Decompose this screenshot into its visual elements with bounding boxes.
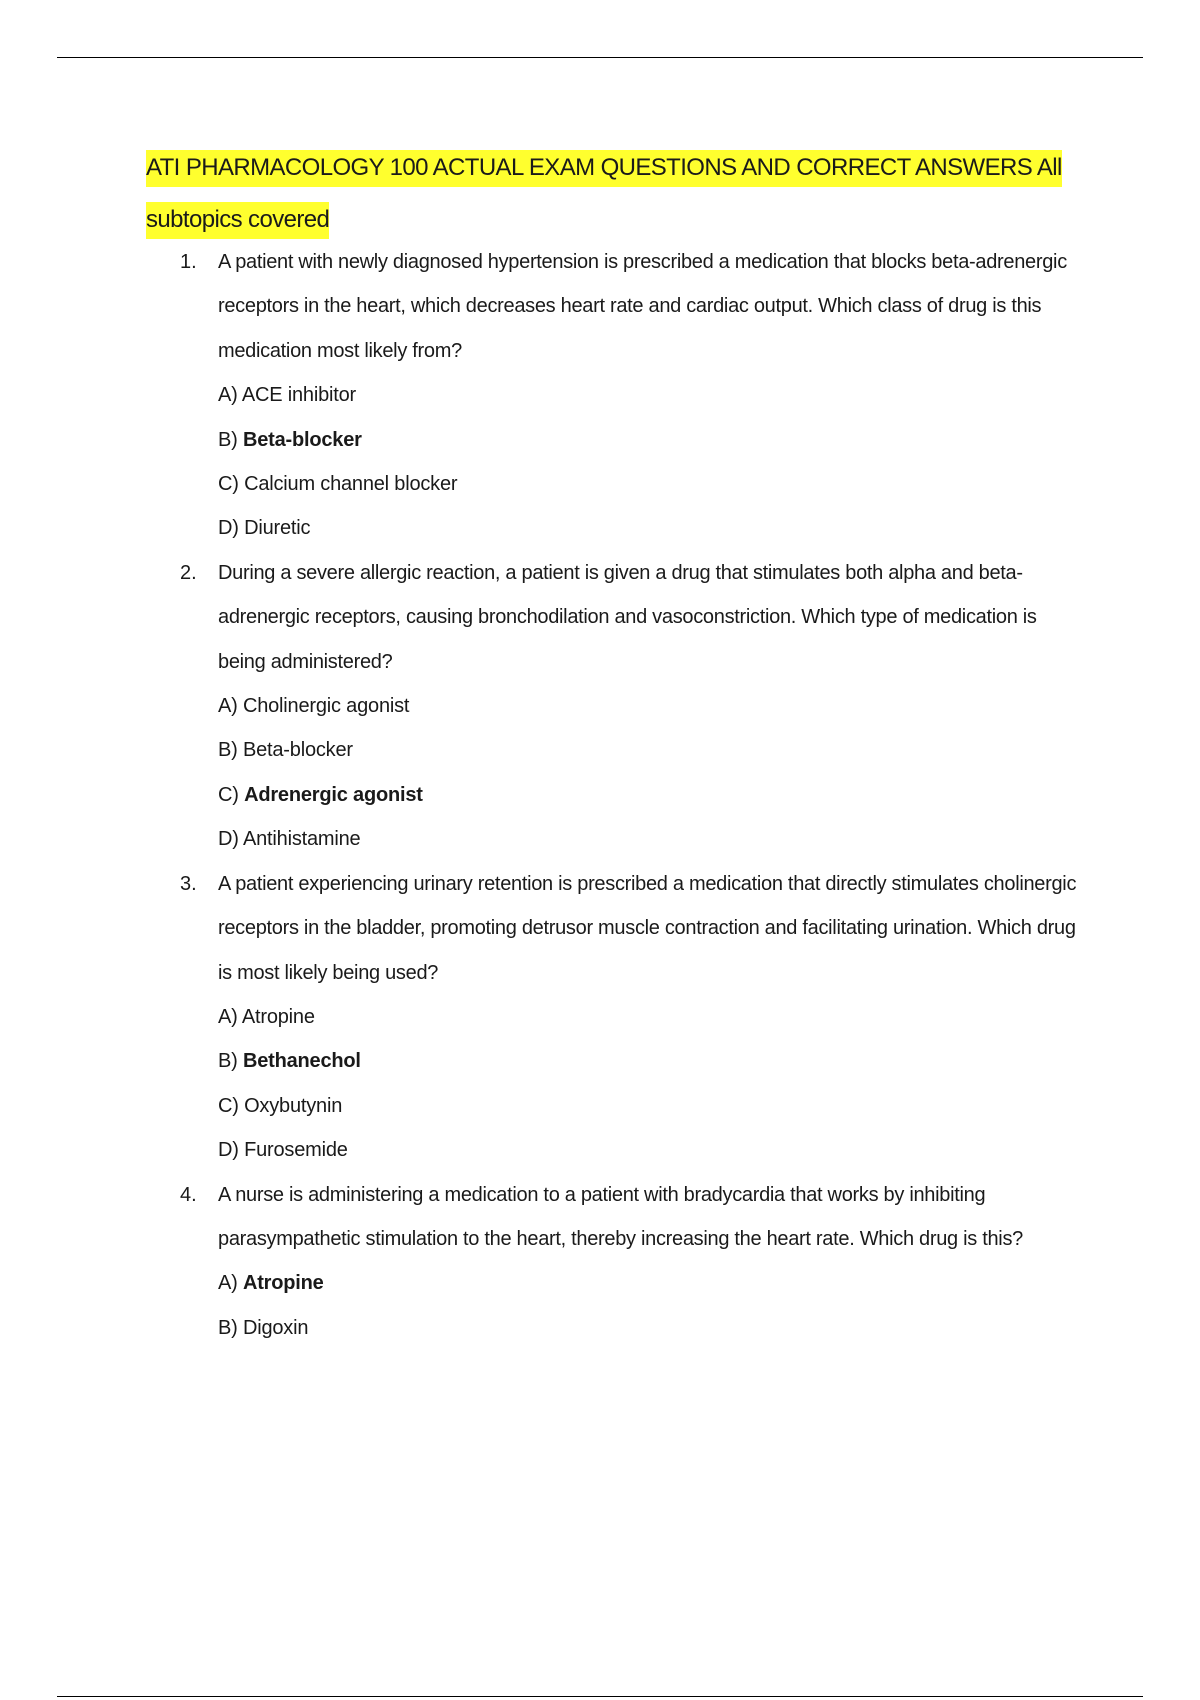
header-rule bbox=[57, 57, 1143, 58]
answer-option bbox=[218, 1084, 1200, 1128]
title-highlight: ATI PHARMACOLOGY 100 ACTUAL EXAM QUESTIONS AND CORRECT ANSWERS All subtopics covered bbox=[146, 150, 1062, 239]
question-text: A patient with newly diagnosed hypertension is prescribed a medication that blocks beta-adrenergic receptors in the heart, which decreases heart rate and cardiac output. Which class of drug is this medication most likely from? bbox=[218, 251, 1067, 362]
question-item bbox=[0, 240, 1200, 551]
option-text: Furosemide bbox=[244, 1139, 348, 1162]
option-letter: C) bbox=[218, 1094, 239, 1117]
question-number: 4. bbox=[180, 1183, 197, 1206]
question-number: 2. bbox=[180, 561, 197, 584]
answer-option bbox=[218, 995, 1200, 1039]
option-text: Antihistamine bbox=[242, 828, 361, 851]
option-text: Calcium channel blocker bbox=[244, 473, 458, 496]
option-letter: A) bbox=[218, 1272, 238, 1295]
option-text: ACE inhibitor bbox=[241, 384, 356, 407]
document-title bbox=[146, 142, 1096, 246]
answer-option-correct bbox=[218, 1261, 1200, 1305]
answer-option bbox=[218, 817, 1200, 861]
answer-option bbox=[218, 506, 1200, 550]
option-text-correct: Beta-blocker bbox=[242, 428, 362, 451]
question-number: 1. bbox=[180, 251, 197, 273]
option-text: Diuretic bbox=[244, 517, 311, 540]
option-letter: A) bbox=[218, 384, 238, 407]
option-letter: B) bbox=[218, 1316, 238, 1339]
answer-option-correct bbox=[218, 418, 1200, 462]
answer-option bbox=[218, 373, 1200, 417]
option-letter: A) bbox=[218, 1005, 238, 1028]
option-text-correct: Bethanechol bbox=[242, 1050, 361, 1073]
option-letter: D) bbox=[218, 828, 239, 851]
question-text: During a severe allergic reaction, a patient is given a drug that stimulates both alpha and beta-adrenergic receptors, causing bronchodilation and vasoconstriction. Which type of medication is being administered? bbox=[218, 561, 1037, 673]
answer-option-correct bbox=[218, 773, 1200, 817]
answer-option bbox=[218, 684, 1200, 728]
answer-option-correct bbox=[218, 1039, 1200, 1083]
option-text: Oxybutynin bbox=[244, 1094, 343, 1117]
answer-option bbox=[218, 728, 1200, 772]
option-letter: B) bbox=[218, 428, 238, 451]
answer-option bbox=[218, 1128, 1200, 1172]
question-list bbox=[0, 240, 1200, 1350]
question-number: 3. bbox=[180, 872, 197, 895]
footer-rule bbox=[57, 1696, 1143, 1697]
option-text: Atropine bbox=[241, 1005, 315, 1028]
answer-option bbox=[218, 462, 1200, 506]
option-letter: D) bbox=[218, 517, 239, 540]
option-text: Cholinergic agonist bbox=[242, 695, 410, 718]
option-letter: D) bbox=[218, 1139, 239, 1162]
option-text: Beta-blocker bbox=[242, 739, 353, 762]
question-item bbox=[0, 551, 1200, 862]
option-letter: B) bbox=[218, 739, 238, 762]
question-text: A nurse is administering a medication to a patient with bradycardia that works by inhibiting parasympathetic stimulation to the heart, thereby increasing the heart rate. Which drug is this? bbox=[218, 1183, 1023, 1250]
question-item bbox=[0, 1173, 1200, 1351]
question-text: A patient experiencing urinary retention is prescribed a medication that directly stimulates cholinergic receptors in the bladder, promoting detrusor muscle contraction and facilitating urination. Which drug is most likely being used? bbox=[218, 872, 1077, 984]
option-letter: C) bbox=[218, 473, 239, 496]
option-text: Digoxin bbox=[242, 1316, 309, 1339]
option-letter: C) bbox=[218, 783, 239, 806]
option-text-correct: Adrenergic agonist bbox=[244, 783, 423, 806]
option-letter: B) bbox=[218, 1050, 238, 1073]
option-text-correct: Atropine bbox=[242, 1272, 324, 1295]
question-item bbox=[0, 862, 1200, 1173]
option-letter: A) bbox=[218, 695, 238, 718]
answer-option bbox=[218, 1306, 1200, 1350]
